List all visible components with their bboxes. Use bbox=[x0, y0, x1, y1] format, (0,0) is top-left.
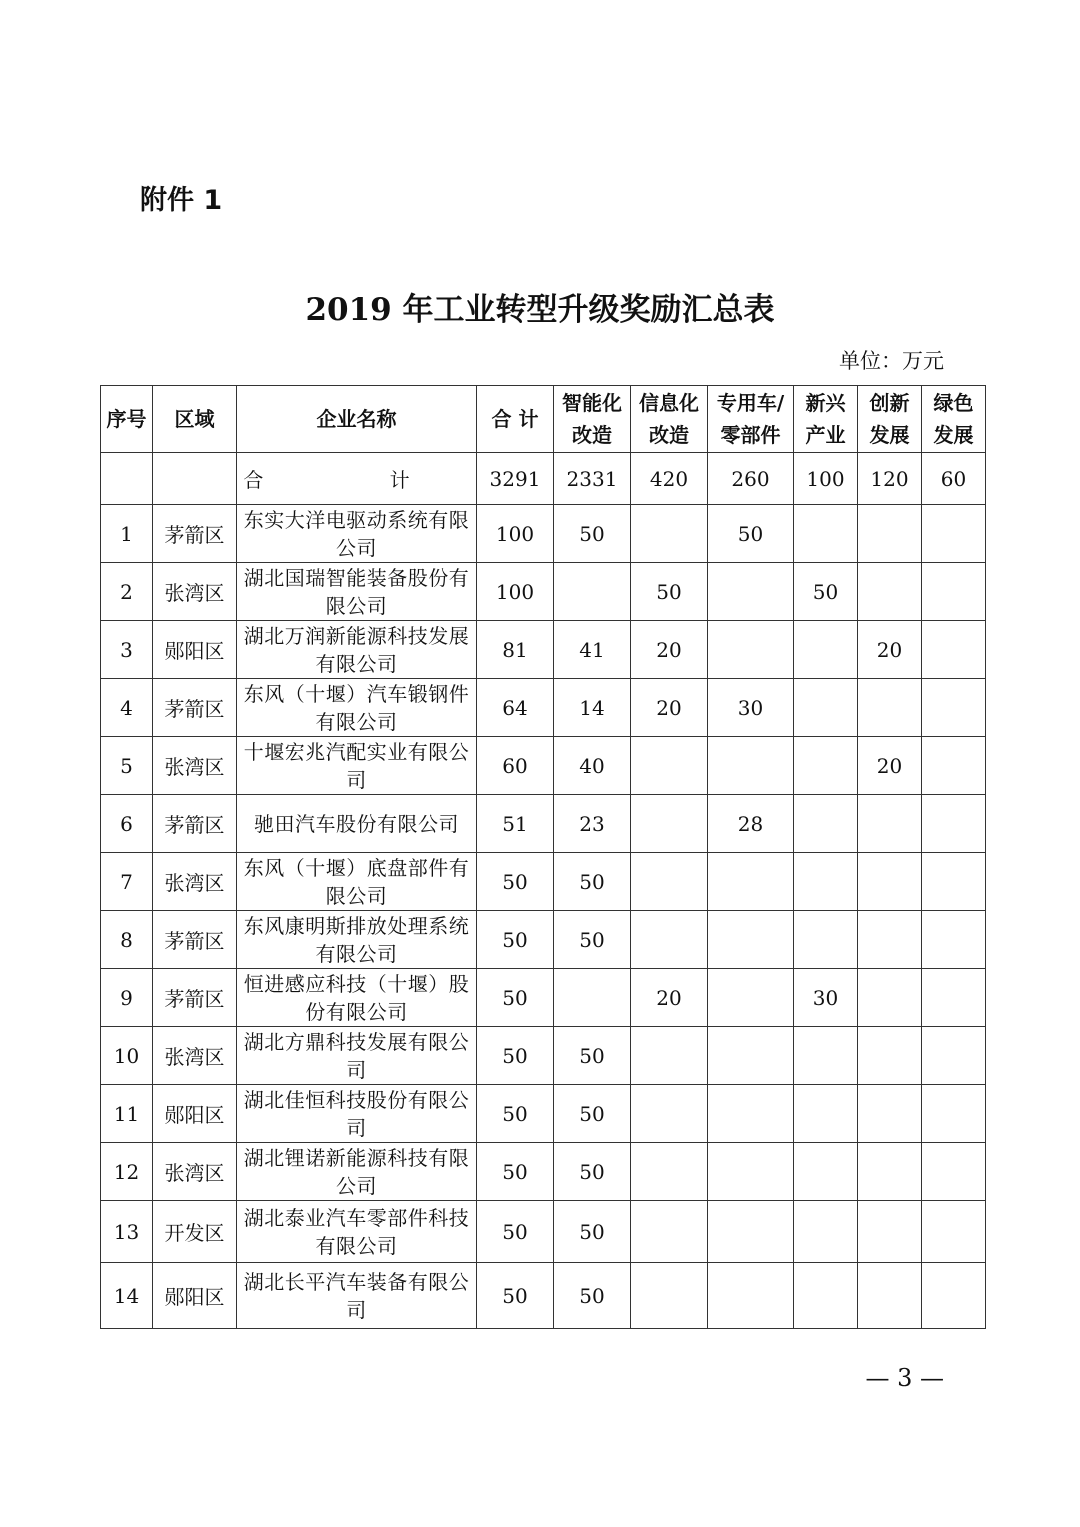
cell-total: 50 bbox=[477, 853, 554, 911]
table-row bbox=[101, 1085, 986, 1143]
cell-total: 100 bbox=[477, 505, 554, 563]
table-row bbox=[101, 911, 986, 969]
cell-emerging: 50 bbox=[794, 563, 858, 621]
cell-total: 51 bbox=[477, 795, 554, 853]
table-row bbox=[101, 1027, 986, 1085]
cell-region: 张湾区 bbox=[153, 1143, 237, 1201]
cell-green bbox=[922, 911, 986, 969]
header-special-line1: 专用车/ bbox=[716, 391, 785, 415]
cell-seq: 14 bbox=[101, 1263, 153, 1329]
cell-total: 50 bbox=[477, 1201, 554, 1263]
header-seq: 序号 bbox=[101, 386, 153, 453]
table-row bbox=[101, 969, 986, 1027]
cell-smart bbox=[554, 969, 631, 1027]
cell-info bbox=[631, 1263, 708, 1329]
cell-info: 50 bbox=[631, 563, 708, 621]
cell-special bbox=[708, 621, 794, 679]
cell-seq: 9 bbox=[101, 969, 153, 1027]
cell-special bbox=[708, 911, 794, 969]
cell-emerging bbox=[794, 853, 858, 911]
cell-emerging bbox=[794, 505, 858, 563]
cell-company: 东实大洋电驱动系统有限公司 bbox=[237, 505, 477, 563]
cell-total: 100 bbox=[477, 563, 554, 621]
cell-special bbox=[708, 563, 794, 621]
table-row bbox=[101, 1201, 986, 1263]
cell-total: 50 bbox=[477, 1263, 554, 1329]
cell-company: 东风（十堰）底盘部件有限公司 bbox=[237, 853, 477, 911]
cell-company: 湖北泰业汽车零部件科技有限公司 bbox=[237, 1201, 477, 1263]
header-info-line2: 改造 bbox=[649, 423, 689, 447]
table-row bbox=[101, 679, 986, 737]
cell-seq: 5 bbox=[101, 737, 153, 795]
summary-info: 420 bbox=[631, 453, 708, 505]
header-innov bbox=[858, 386, 922, 453]
table-row bbox=[101, 795, 986, 853]
cell-innov bbox=[858, 679, 922, 737]
header-row bbox=[101, 386, 986, 453]
cell-green bbox=[922, 969, 986, 1027]
header-innov-line2: 发展 bbox=[869, 423, 910, 447]
summary-emerging: 100 bbox=[794, 453, 858, 505]
cell-special bbox=[708, 1027, 794, 1085]
cell-green bbox=[922, 1085, 986, 1143]
cell-company: 东风康明斯排放处理系统有限公司 bbox=[237, 911, 477, 969]
header-company: 企业名称 bbox=[237, 386, 477, 453]
cell-innov bbox=[858, 563, 922, 621]
cell-green bbox=[922, 621, 986, 679]
cell-special bbox=[708, 1143, 794, 1201]
summary-label: 合 计 bbox=[237, 453, 477, 505]
header-green bbox=[922, 386, 986, 453]
cell-info: 20 bbox=[631, 621, 708, 679]
cell-emerging bbox=[794, 1201, 858, 1263]
page-title: 2019 年工业转型升级奖励汇总表 bbox=[305, 292, 775, 328]
header-emerging-line1: 新兴 bbox=[805, 391, 846, 415]
table-row bbox=[101, 1143, 986, 1201]
cell-region: 郧阳区 bbox=[153, 621, 237, 679]
header-smart-line1: 智能化 bbox=[562, 391, 622, 415]
cell-region: 郧阳区 bbox=[153, 1263, 237, 1329]
cell-special bbox=[708, 969, 794, 1027]
cell-info: 20 bbox=[631, 679, 708, 737]
cell-region: 茅箭区 bbox=[153, 679, 237, 737]
cell-info: 20 bbox=[631, 969, 708, 1027]
cell-seq: 13 bbox=[101, 1201, 153, 1263]
cell-smart: 50 bbox=[554, 853, 631, 911]
cell-info bbox=[631, 1027, 708, 1085]
cell-info bbox=[631, 505, 708, 563]
cell-emerging bbox=[794, 1085, 858, 1143]
attachment-label: 附件 1 bbox=[140, 185, 223, 216]
summary-green: 60 bbox=[922, 453, 986, 505]
table-row bbox=[101, 737, 986, 795]
table-row bbox=[101, 853, 986, 911]
cell-special bbox=[708, 1263, 794, 1329]
cell-emerging bbox=[794, 737, 858, 795]
cell-innov bbox=[858, 1263, 922, 1329]
cell-green bbox=[922, 1201, 986, 1263]
cell-green bbox=[922, 1143, 986, 1201]
cell-emerging: 30 bbox=[794, 969, 858, 1027]
cell-special: 30 bbox=[708, 679, 794, 737]
cell-seq: 12 bbox=[101, 1143, 153, 1201]
cell-region: 郧阳区 bbox=[153, 1085, 237, 1143]
cell-smart: 50 bbox=[554, 1201, 631, 1263]
cell-seq: 1 bbox=[101, 505, 153, 563]
cell-smart: 50 bbox=[554, 1085, 631, 1143]
cell-innov bbox=[858, 1027, 922, 1085]
cell-emerging bbox=[794, 1143, 858, 1201]
cell-emerging bbox=[794, 911, 858, 969]
header-green-line2: 发展 bbox=[933, 423, 974, 447]
cell-smart bbox=[554, 563, 631, 621]
cell-company: 湖北锂诺新能源科技有限公司 bbox=[237, 1143, 477, 1201]
cell-company: 湖北佳恒科技股份有限公司 bbox=[237, 1085, 477, 1143]
cell-smart: 50 bbox=[554, 911, 631, 969]
table-row bbox=[101, 1263, 986, 1329]
cell-seq: 6 bbox=[101, 795, 153, 853]
cell-green bbox=[922, 795, 986, 853]
summary-row bbox=[101, 453, 986, 505]
cell-innov bbox=[858, 853, 922, 911]
cell-smart: 50 bbox=[554, 505, 631, 563]
cell-region: 张湾区 bbox=[153, 737, 237, 795]
cell-emerging bbox=[794, 1263, 858, 1329]
header-smart-line2: 改造 bbox=[572, 423, 612, 447]
table-row bbox=[101, 563, 986, 621]
cell-seq: 4 bbox=[101, 679, 153, 737]
cell-total: 64 bbox=[477, 679, 554, 737]
cell-special bbox=[708, 1085, 794, 1143]
award-summary-table bbox=[100, 385, 986, 1329]
cell-innov bbox=[858, 1085, 922, 1143]
cell-seq: 8 bbox=[101, 911, 153, 969]
cell-company: 湖北万润新能源科技发展有限公司 bbox=[237, 621, 477, 679]
cell-total: 50 bbox=[477, 911, 554, 969]
cell-region: 茅箭区 bbox=[153, 911, 237, 969]
summary-smart: 2331 bbox=[554, 453, 631, 505]
header-innov-line1: 创新 bbox=[869, 391, 910, 415]
cell-smart: 41 bbox=[554, 621, 631, 679]
summary-seq bbox=[101, 453, 153, 505]
cell-special bbox=[708, 853, 794, 911]
cell-info bbox=[631, 853, 708, 911]
cell-innov bbox=[858, 505, 922, 563]
cell-info bbox=[631, 1143, 708, 1201]
cell-region: 张湾区 bbox=[153, 1027, 237, 1085]
cell-smart: 50 bbox=[554, 1263, 631, 1329]
cell-info bbox=[631, 795, 708, 853]
cell-emerging bbox=[794, 795, 858, 853]
cell-innov bbox=[858, 1201, 922, 1263]
cell-region: 张湾区 bbox=[153, 563, 237, 621]
header-info bbox=[631, 386, 708, 453]
cell-seq: 2 bbox=[101, 563, 153, 621]
cell-green bbox=[922, 1263, 986, 1329]
header-info-line1: 信息化 bbox=[639, 391, 699, 415]
cell-innov: 20 bbox=[858, 621, 922, 679]
cell-info bbox=[631, 1085, 708, 1143]
cell-region: 茅箭区 bbox=[153, 505, 237, 563]
cell-company: 湖北方鼎科技发展有限公司 bbox=[237, 1027, 477, 1085]
cell-region: 茅箭区 bbox=[153, 795, 237, 853]
cell-innov bbox=[858, 969, 922, 1027]
cell-emerging bbox=[794, 1027, 858, 1085]
cell-region: 开发区 bbox=[153, 1201, 237, 1263]
cell-total: 60 bbox=[477, 737, 554, 795]
header-green-line1: 绿色 bbox=[933, 391, 974, 415]
cell-company: 十堰宏兆汽配实业有限公司 bbox=[237, 737, 477, 795]
cell-smart: 50 bbox=[554, 1143, 631, 1201]
cell-seq: 7 bbox=[101, 853, 153, 911]
cell-green bbox=[922, 679, 986, 737]
cell-innov bbox=[858, 795, 922, 853]
summary-region bbox=[153, 453, 237, 505]
header-emerging bbox=[794, 386, 858, 453]
table-row bbox=[101, 621, 986, 679]
cell-special: 28 bbox=[708, 795, 794, 853]
header-emerging-line2: 产业 bbox=[805, 423, 846, 447]
cell-info bbox=[631, 1201, 708, 1263]
cell-special bbox=[708, 737, 794, 795]
cell-info bbox=[631, 911, 708, 969]
cell-company: 湖北国瑞智能装备股份有限公司 bbox=[237, 563, 477, 621]
page-number: — 3 — bbox=[865, 1364, 944, 1392]
header-total: 合 计 bbox=[477, 386, 554, 453]
cell-total: 50 bbox=[477, 1085, 554, 1143]
cell-emerging bbox=[794, 679, 858, 737]
cell-company: 湖北长平汽车装备有限公司 bbox=[237, 1263, 477, 1329]
unit-label: 单位：万元 bbox=[839, 349, 944, 373]
table-row bbox=[101, 505, 986, 563]
header-smart bbox=[554, 386, 631, 453]
cell-innov: 20 bbox=[858, 737, 922, 795]
cell-innov bbox=[858, 911, 922, 969]
cell-green bbox=[922, 853, 986, 911]
cell-seq: 10 bbox=[101, 1027, 153, 1085]
cell-smart: 40 bbox=[554, 737, 631, 795]
header-special bbox=[708, 386, 794, 453]
cell-special: 50 bbox=[708, 505, 794, 563]
cell-company: 东风（十堰）汽车锻钢件有限公司 bbox=[237, 679, 477, 737]
cell-total: 50 bbox=[477, 1027, 554, 1085]
cell-company: 驰田汽车股份有限公司 bbox=[237, 795, 477, 853]
cell-seq: 11 bbox=[101, 1085, 153, 1143]
cell-company: 恒进感应科技（十堰）股份有限公司 bbox=[237, 969, 477, 1027]
cell-info bbox=[631, 737, 708, 795]
cell-smart: 50 bbox=[554, 1027, 631, 1085]
cell-smart: 14 bbox=[554, 679, 631, 737]
summary-innov: 120 bbox=[858, 453, 922, 505]
cell-special bbox=[708, 1201, 794, 1263]
cell-green bbox=[922, 505, 986, 563]
cell-innov bbox=[858, 1143, 922, 1201]
summary-special: 260 bbox=[708, 453, 794, 505]
cell-smart: 23 bbox=[554, 795, 631, 853]
cell-region: 张湾区 bbox=[153, 853, 237, 911]
cell-region: 茅箭区 bbox=[153, 969, 237, 1027]
cell-green bbox=[922, 737, 986, 795]
cell-green bbox=[922, 1027, 986, 1085]
header-special-line2: 零部件 bbox=[720, 423, 781, 447]
cell-total: 50 bbox=[477, 1143, 554, 1201]
header-region: 区域 bbox=[153, 386, 237, 453]
cell-total: 81 bbox=[477, 621, 554, 679]
summary-total: 3291 bbox=[477, 453, 554, 505]
cell-green bbox=[922, 563, 986, 621]
cell-emerging bbox=[794, 621, 858, 679]
cell-total: 50 bbox=[477, 969, 554, 1027]
cell-seq: 3 bbox=[101, 621, 153, 679]
